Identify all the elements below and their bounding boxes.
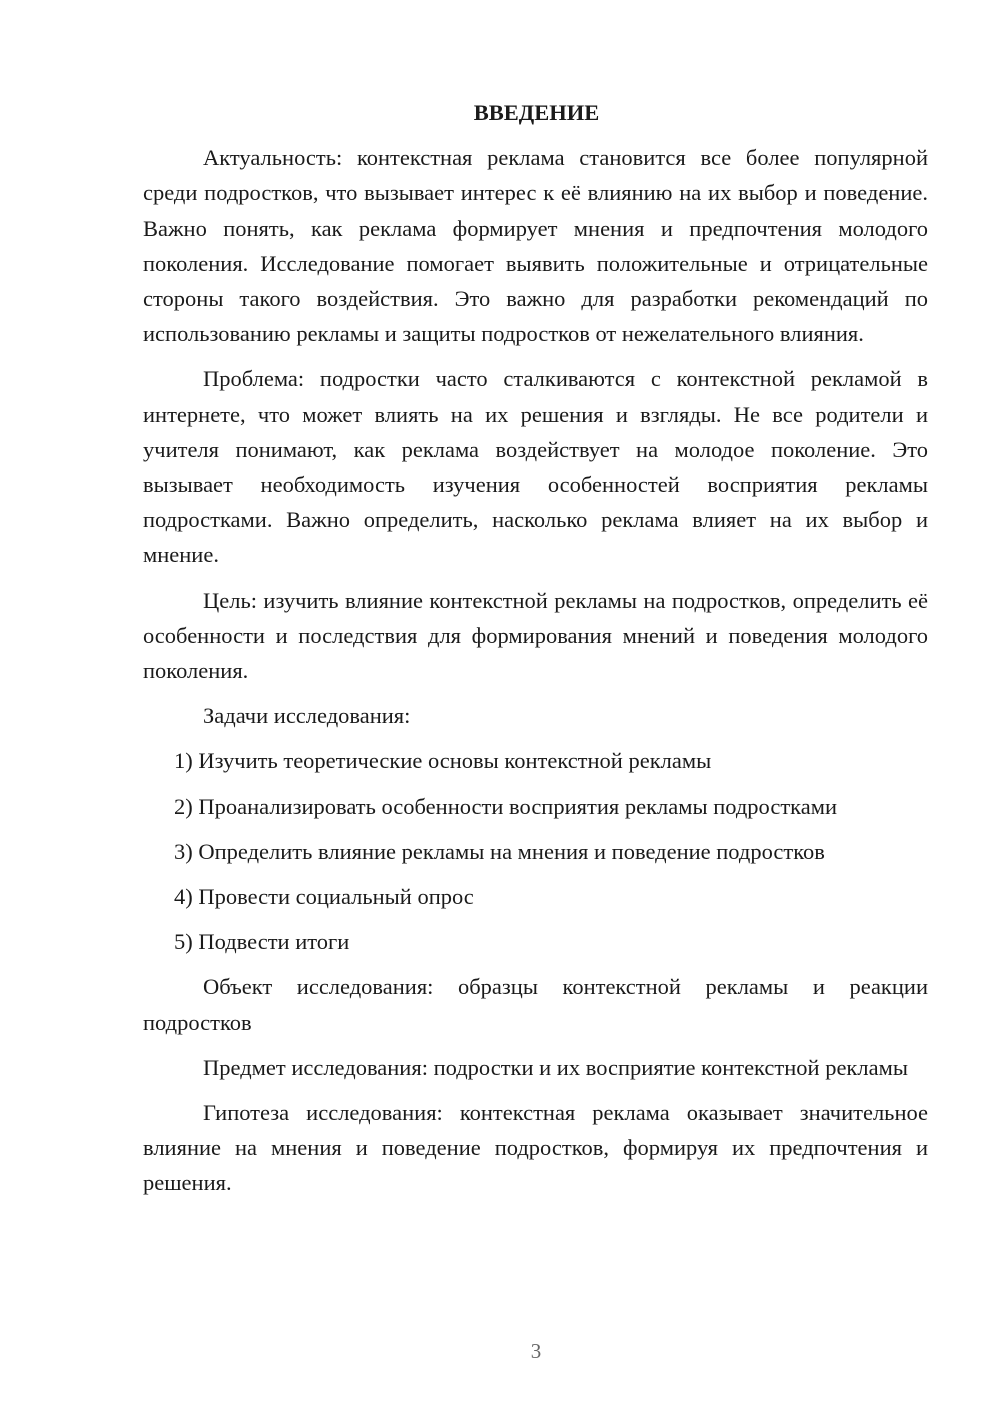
tasks-list xyxy=(143,743,928,959)
section-title: ВВЕДЕНИЕ xyxy=(473,100,600,125)
paragraph-problem: Проблема: подростки часто сталкиваются с контекстной рекламой в интернете, что может влиять на их решения и взгляды. Не все родители и учителя понимают, как реклама воздействует на молодое поколение. Это вызывает необходимость изучения особенностей восприятия рекламы подростками. Важно определить, насколько реклама влияет на их выбор и мнение. xyxy=(143,366,928,568)
task-item-2: 2) Проанализировать особенности восприятия рекламы подростками xyxy=(174,793,838,819)
document-body xyxy=(143,95,928,1201)
paragraph-hypothesis: Гипотеза исследования: контекстная реклама оказывает значительное влияние на мнения и поведение подростков, формируя их предпочтения и решения. xyxy=(143,1100,928,1196)
task-item-5: 5) Подвести итоги xyxy=(174,929,350,955)
task-item-4: 4) Провести социальный опрос xyxy=(174,884,474,910)
closing-section xyxy=(143,969,928,1200)
tasks-heading: Задачи исследования: xyxy=(203,703,411,729)
paragraph-relevance: Актуальность: контекстная реклама становится все более популярной среди подростков, что вызывает интерес к её влиянию на их выбор и поведение. Важно понять, как реклама формирует мнения и предпочтения молодого поколения. Исследование помогает выявить положительные и отрицательные стороны такого воздействия. Это важно для разработки рекомендаций по использованию рекламы и защиты подростков от нежелательного влияния. xyxy=(143,145,928,347)
task-item-3: 3) Определить влияние рекламы на мнения и поведение подростков xyxy=(174,838,825,864)
page-number: 3 xyxy=(530,1339,542,1363)
paragraph-object: Объект исследования: образцы контекстной рекламы и реакции подростков xyxy=(143,974,928,1035)
paragraph-subject: Предмет исследования: подростки и их восприятие контекстной рекламы xyxy=(203,1054,908,1080)
paragraph-goal: Цель: изучить влияние контекстной рекламы на подростков, определить её особенности и последствия для формирования мнений и поведения молодого поколения. xyxy=(143,587,928,684)
task-item-1: 1) Изучить теоретические основы контекстной рекламы xyxy=(174,748,712,774)
